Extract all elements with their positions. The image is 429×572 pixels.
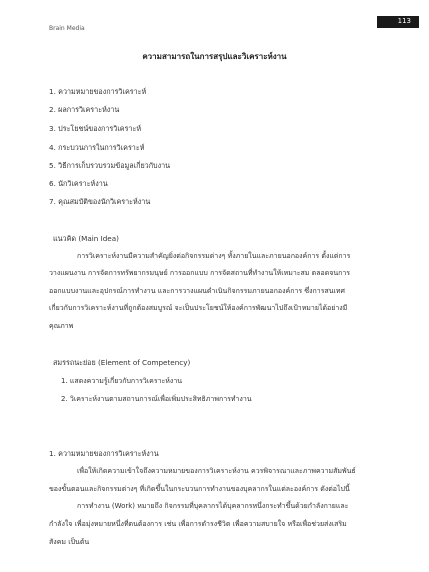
paragraph-line: การทำงาน (Work) หมายถึง กิจกรรมที่บุคลากรได้บุคลากรหนึ่งกระทำขึ้นด้วยกำลังกายและ xyxy=(77,502,349,510)
paragraph-line: สังคม เป็นต้น xyxy=(49,538,90,546)
paragraph-line: ออกแบบงานและอุปกรณ์การทำงาน และการวางแผนดำเนินกิจกรรมภายนอกองค์การ ซึ่งการสนเทศ xyxy=(49,287,345,295)
paragraph-line: ของขั้นตอนและกิจกรรมต่างๆ ที่เกิดขึ้นในกระบวนการทำงานของบุคลากรในแต่ละองค์การ ดังต่อไปนี้ xyxy=(49,485,350,493)
chapter-title: ความสามารถในการสรุปและวิเคราะห์งาน xyxy=(142,52,287,61)
paragraph-line: กำลังใจ เพื่อมุ่งหมายหนึ่งที่ตนต้องการ เช่น เพื่อการดำรงชีวิต เพื่อความสบายใจ หรือเพื่อช่วยส่งเสริม xyxy=(49,520,347,528)
paragraph-line: วางแผนงาน การจัดการทรัพยากรมนุษย์ การออกแบบ การจัดสถานที่ทำงานให้เหมาะสม ตลอดจนการ xyxy=(49,269,351,277)
toc-item: 3. ประโยชน์ของการวิเคราะห์ xyxy=(49,124,142,133)
paragraph-line: เพื่อให้เกิดความเข้าใจถึงความหมายของการวิเคราะห์งาน ควรพิจารณาและภาพความสัมพันธ์ xyxy=(77,467,356,475)
paragraph-line: เกี่ยวกับการวิเคราะห์งานที่ถูกต้องสมบูรณ์ จะเป็นประโยชน์ให้องค์การพัฒนาไปถึงเป้าหมายได้อย่างมี xyxy=(49,304,348,312)
paragraph-line: การวิเคราะห์งานมีความสำคัญยิ่งต่อกิจกรรมต่างๆ ทั้งภายในและภายนอกองค์การ ตั้งแต่การ xyxy=(77,252,351,260)
competency-heading: สมรรถนะย่อย (Element of Competency) xyxy=(53,358,191,367)
page-number: 113 xyxy=(397,17,411,25)
toc-item: 2. ผลการวิเคราะห์งาน xyxy=(49,105,120,114)
competency-item: 1. แสดงความรู้เกี่ยวกับการวิเคราะห์งาน xyxy=(61,377,183,385)
main-idea-heading: แนวคิด (Main Idea) xyxy=(53,234,119,243)
publisher-name: Brain Media xyxy=(49,25,85,32)
toc-item: 1. ความหมายของการวิเคราะห์ xyxy=(49,87,147,96)
toc-item: 4. กระบวนการในการวิเคราะห์ xyxy=(49,143,145,152)
section-heading: 1. ความหมายของการวิเคราะห์งาน xyxy=(49,449,159,458)
page-number-box xyxy=(377,16,419,28)
toc-item: 6. นักวิเคราะห์งาน xyxy=(49,179,108,188)
paragraph-line: คุณภาพ xyxy=(49,322,74,330)
competency-item: 2. วิเคราะห์งานตามสถานการณ์เพื่อเพิ่มประสิทธิภาพการทำงาน xyxy=(61,395,252,403)
toc-item: 7. คุณสมบัติของนักวิเคราะห์งาน xyxy=(49,197,151,206)
toc-item: 5. วิธีการเก็บรวบรวมข้อมูลเกี่ยวกับงาน xyxy=(49,161,171,170)
